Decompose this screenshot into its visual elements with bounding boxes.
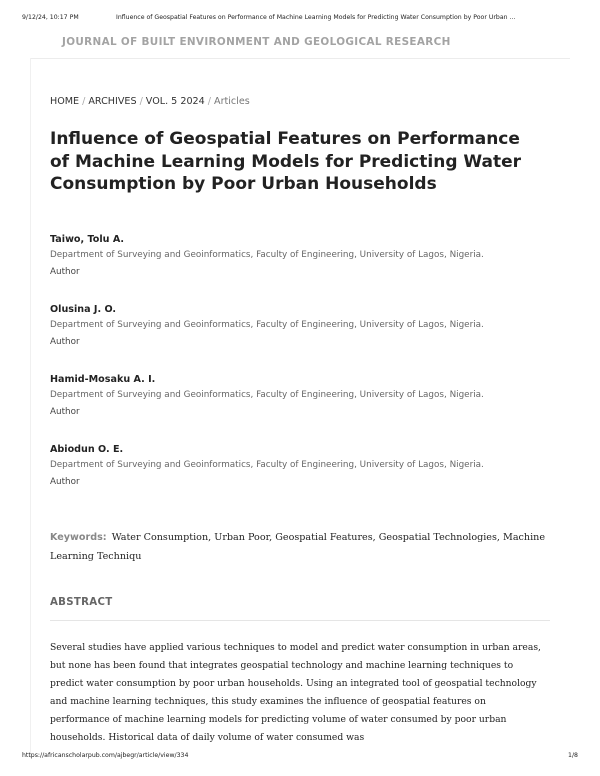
keywords [50, 528, 548, 566]
abstract-divider [50, 620, 550, 621]
breadcrumb-volume-link[interactable]: VOL. 5 2024 [145, 96, 205, 107]
print-url: https://africanscholarpub.com/ajbegr/article/view/334 [22, 752, 189, 759]
author-entry [50, 234, 550, 304]
author-role: Author [50, 266, 80, 277]
keywords-text: Water Consumption, Urban Poor, Geospatial Features, Geospatial Technologies, Machine Learning Techniqu [50, 531, 546, 562]
author-name: Hamid-Mosaku A. I. [50, 373, 156, 385]
author-list [50, 234, 550, 514]
author-affiliation: Department of Surveying and Geoinformatics, Faculty of Engineering, University of Lagos, Nigeria. [50, 459, 484, 470]
breadcrumb [50, 96, 550, 110]
breadcrumb-separator: / [139, 96, 143, 107]
author-name: Olusina J. O. [50, 303, 117, 315]
abstract-container [50, 639, 550, 751]
print-document-title: Influence of Geospatial Features on Performance of Machine Learning Models for Predicting Water Consumption by Poor Urban ... [116, 14, 516, 21]
author-name: Abiodun O. E. [50, 443, 124, 455]
header-divider [30, 58, 570, 59]
author-affiliation: Department of Surveying and Geoinformatics, Faculty of Engineering, University of Lagos, Nigeria. [50, 319, 484, 330]
author-role: Author [50, 406, 80, 417]
print-datetime: 9/12/24, 10:17 PM [22, 14, 79, 21]
author-role: Author [50, 476, 80, 487]
breadcrumb-archives-link[interactable]: ARCHIVES [88, 96, 137, 107]
print-page-number: 1/8 [568, 752, 578, 759]
author-role: Author [50, 336, 80, 347]
breadcrumb-separator: / [207, 96, 211, 107]
print-footer [22, 752, 578, 762]
author-entry [50, 304, 550, 374]
breadcrumb-current: Articles [214, 96, 250, 107]
abstract-heading: ABSTRACT [50, 596, 113, 608]
keywords-label: Keywords: [50, 531, 107, 543]
article-title: Influence of Geospatial Features on Performance of Machine Learning Models for Predicting Water Consumption by Poor Urban Households [50, 129, 522, 195]
journal-name-link[interactable]: JOURNAL OF BUILT ENVIRONMENT AND GEOLOGICAL RESEARCH [62, 36, 451, 48]
abstract-text: Several studies have applied various techniques to model and predict water consumption in urban areas, but none has been found that integrates geospatial technology and machine learning techniques to predict water consumption by poor urban households. Using an integrated tool of geospatial technology and machine learning techniques, this study examines the influence of geospatial features on performance of machine learning models for predicting volume of water consumed by poor urban households. Historical data of daily volume of water consumed was [50, 641, 541, 744]
content-left-border [30, 58, 31, 758]
breadcrumb-home-link[interactable]: HOME [50, 96, 80, 107]
author-entry [50, 374, 550, 444]
author-affiliation: Department of Surveying and Geoinformatics, Faculty of Engineering, University of Lagos, Nigeria. [50, 249, 484, 260]
breadcrumb-separator: / [82, 96, 86, 107]
article-content [50, 96, 550, 751]
author-affiliation: Department of Surveying and Geoinformatics, Faculty of Engineering, University of Lagos, Nigeria. [50, 389, 484, 400]
author-entry [50, 444, 550, 514]
author-name: Taiwo, Tolu A. [50, 233, 125, 245]
